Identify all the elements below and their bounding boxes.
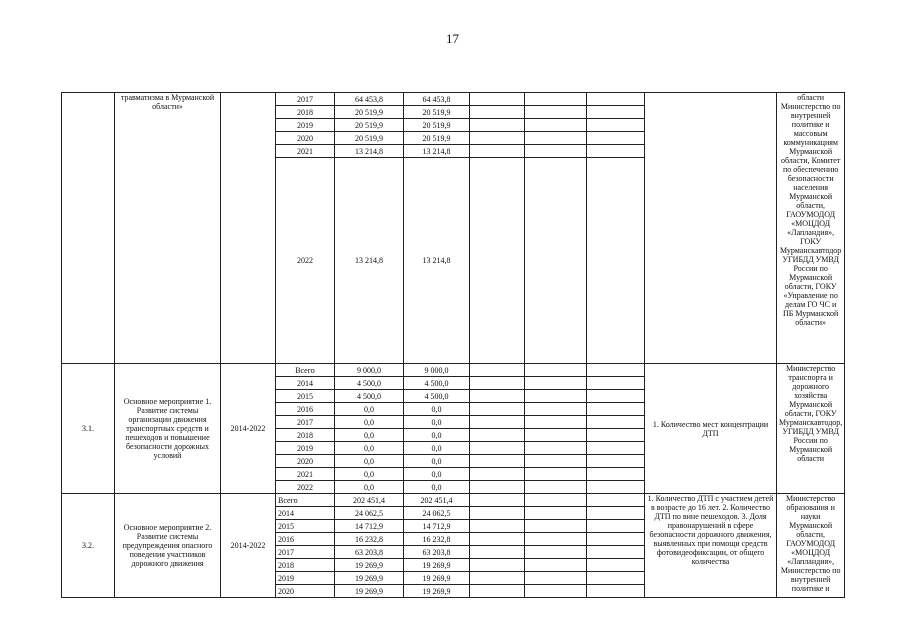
empty-cell [470,468,525,481]
total-cell: 4 500,0 [335,390,404,403]
budget-cell: 20 519,9 [404,132,470,145]
year-cell: 2018 [276,106,335,119]
empty-cell [470,403,525,416]
budget-cell: 20 519,9 [404,119,470,132]
empty-cell [587,494,645,507]
empty-cell [470,132,525,145]
year-cell: 2018 [276,429,335,442]
year-cell: 2019 [276,119,335,132]
budget-cell: 13 214,8 [404,158,470,364]
year-cell: 2022 [276,158,335,364]
empty-cell [587,520,645,533]
empty-cell [587,119,645,132]
empty-cell [470,533,525,546]
year-cell: 2022 [276,481,335,494]
total-cell: 13 214,8 [335,158,404,364]
year-cell: Всего [276,494,335,507]
measure-name-cell: травматизма в Мурманской области» [115,93,221,364]
budget-cell: 24 062,5 [404,507,470,520]
program-table [61,92,845,598]
budget-cell: 0,0 [404,429,470,442]
empty-cell [525,546,587,559]
empty-cell [587,93,645,106]
measure-name-cell: Основное мероприятие 1. Развитие системы организации движения транспортных средств и пешеходов и повышение безопасности дорожных условий [115,364,221,494]
executors-cell: области Министерство по внутренней политике и массовым коммуникациям Мурманской области, Комитет по обеспечению безопасности населения Мурманской области, ГАОУМОДОД «МОЦДОД «Лапландия», ГОКУ Мурманскавтодор УГИБДД УМВД России по Мурманской области, ГОКУ «Управление по делам ГО ЧС и ПБ Мурманской области» [777,93,845,364]
empty-cell [470,145,525,158]
empty-cell [587,507,645,520]
row-number-cell: 3.1. [62,364,115,494]
year-cell: 2021 [276,468,335,481]
budget-cell: 19 269,9 [404,572,470,585]
executors-cell: Министерство образования и науки Мурманской области, ГАОУМОДОД «МОЦДОД «Лапландия», Министерство по внутренней политике и [777,494,845,598]
empty-cell [470,377,525,390]
total-cell: 4 500,0 [335,377,404,390]
indicators-cell: 1. Количество мест концентрации ДТП [645,364,777,494]
empty-cell [525,106,587,119]
year-cell: 2017 [276,546,335,559]
budget-cell: 9 000,0 [404,364,470,377]
section-3-1 [62,364,845,494]
year-cell: 2019 [276,442,335,455]
table-row [62,364,845,377]
year-cell: Всего [276,364,335,377]
year-cell: 2020 [276,132,335,145]
empty-cell [525,585,587,598]
empty-cell [470,429,525,442]
empty-cell [470,455,525,468]
year-cell: 2017 [276,93,335,106]
year-cell: 2021 [276,145,335,158]
empty-cell [587,585,645,598]
empty-cell [525,145,587,158]
empty-cell [587,106,645,119]
row-number-cell: 3.2. [62,494,115,598]
empty-cell [470,364,525,377]
page-number: 17 [446,31,459,46]
total-cell: 14 712,9 [335,520,404,533]
empty-cell [525,520,587,533]
budget-cell: 64 453,8 [404,93,470,106]
budget-cell: 0,0 [404,416,470,429]
budget-cell: 0,0 [404,455,470,468]
empty-cell [525,119,587,132]
table-row [62,494,845,507]
empty-cell [587,572,645,585]
empty-cell [587,533,645,546]
total-cell: 20 519,9 [335,119,404,132]
budget-cell: 19 269,9 [404,559,470,572]
empty-cell [587,546,645,559]
measure-name-cell: Основное мероприятие 2. Развитие системы предупреждения опасного поведения участников дорожного движения [115,494,221,598]
budget-cell: 0,0 [404,468,470,481]
total-cell: 0,0 [335,416,404,429]
year-cell: 2020 [276,455,335,468]
total-cell: 0,0 [335,481,404,494]
empty-cell [587,158,645,364]
budget-cell: 4 500,0 [404,377,470,390]
empty-cell [470,158,525,364]
empty-cell [525,533,587,546]
total-cell: 16 232,8 [335,533,404,546]
empty-cell [587,390,645,403]
empty-cell [525,132,587,145]
budget-cell: 63 203,8 [404,546,470,559]
empty-cell [470,416,525,429]
budget-cell: 0,0 [404,442,470,455]
budget-cell: 0,0 [404,403,470,416]
empty-cell [525,158,587,364]
empty-cell [470,572,525,585]
empty-cell [525,377,587,390]
total-cell: 19 269,9 [335,559,404,572]
total-cell: 63 203,8 [335,546,404,559]
section-0 [62,93,845,364]
row-number-cell [62,93,115,364]
total-cell: 0,0 [335,455,404,468]
budget-cell: 16 232,8 [404,533,470,546]
empty-cell [587,429,645,442]
period-cell: 2014-2022 [221,494,276,598]
budget-cell: 19 269,9 [404,585,470,598]
year-cell: 2016 [276,533,335,546]
year-cell: 2020 [276,585,335,598]
year-cell: 2014 [276,377,335,390]
empty-cell [525,559,587,572]
total-cell: 19 269,9 [335,572,404,585]
empty-cell [525,442,587,455]
year-cell: 2015 [276,390,335,403]
budget-cell: 4 500,0 [404,390,470,403]
total-cell: 20 519,9 [335,132,404,145]
empty-cell [587,442,645,455]
period-cell: 2014-2022 [221,364,276,494]
budget-cell: 202 451,4 [404,494,470,507]
year-cell: 2016 [276,403,335,416]
year-cell: 2014 [276,507,335,520]
empty-cell [587,416,645,429]
empty-cell [470,106,525,119]
budget-cell: 14 712,9 [404,520,470,533]
table-row [62,93,845,106]
total-cell: 13 214,8 [335,145,404,158]
empty-cell [525,468,587,481]
empty-cell [470,546,525,559]
empty-cell [525,572,587,585]
empty-cell [587,145,645,158]
empty-cell [470,119,525,132]
empty-cell [470,507,525,520]
executors-cell: Министерство транспорта и дорожного хозяйства Мурманской области, ГОКУ Мурманскавтодор, УГИБДД УМВД России по Мурманской области [777,364,845,494]
empty-cell [587,455,645,468]
empty-cell [525,494,587,507]
total-cell: 0,0 [335,429,404,442]
year-cell: 2019 [276,572,335,585]
empty-cell [470,520,525,533]
indicators-cell [645,93,777,364]
total-cell: 64 453,8 [335,93,404,106]
empty-cell [470,442,525,455]
period-cell [221,93,276,364]
empty-cell [470,390,525,403]
total-cell: 0,0 [335,442,404,455]
empty-cell [587,377,645,390]
empty-cell [525,93,587,106]
total-cell: 9 000,0 [335,364,404,377]
empty-cell [525,481,587,494]
empty-cell [525,429,587,442]
empty-cell [525,455,587,468]
total-cell: 0,0 [335,403,404,416]
total-cell: 20 519,9 [335,106,404,119]
empty-cell [525,364,587,377]
empty-cell [470,559,525,572]
indicators-cell: 1. Количество ДТП с участием детей в возрасте до 16 лет. 2. Количество ДТП по вине пешеходов. 3. Доля правонарушений в сфере безопасности дорожного движения, выявленных при помощи средств фотовидеофиксации, от общего количества [645,494,777,598]
budget-cell: 13 214,8 [404,145,470,158]
budget-cell: 20 519,9 [404,106,470,119]
year-cell: 2015 [276,520,335,533]
total-cell: 19 269,9 [335,585,404,598]
total-cell: 202 451,4 [335,494,404,507]
empty-cell [525,403,587,416]
empty-cell [525,390,587,403]
year-cell: 2018 [276,559,335,572]
empty-cell [587,132,645,145]
section-3-2 [62,494,845,598]
total-cell: 24 062,5 [335,507,404,520]
empty-cell [587,559,645,572]
empty-cell [470,494,525,507]
empty-cell [525,416,587,429]
empty-cell [587,481,645,494]
empty-cell [587,468,645,481]
budget-cell: 0,0 [404,481,470,494]
year-cell: 2017 [276,416,335,429]
empty-cell [470,481,525,494]
empty-cell [587,364,645,377]
total-cell: 0,0 [335,468,404,481]
empty-cell [525,507,587,520]
empty-cell [470,93,525,106]
empty-cell [587,403,645,416]
empty-cell [470,585,525,598]
